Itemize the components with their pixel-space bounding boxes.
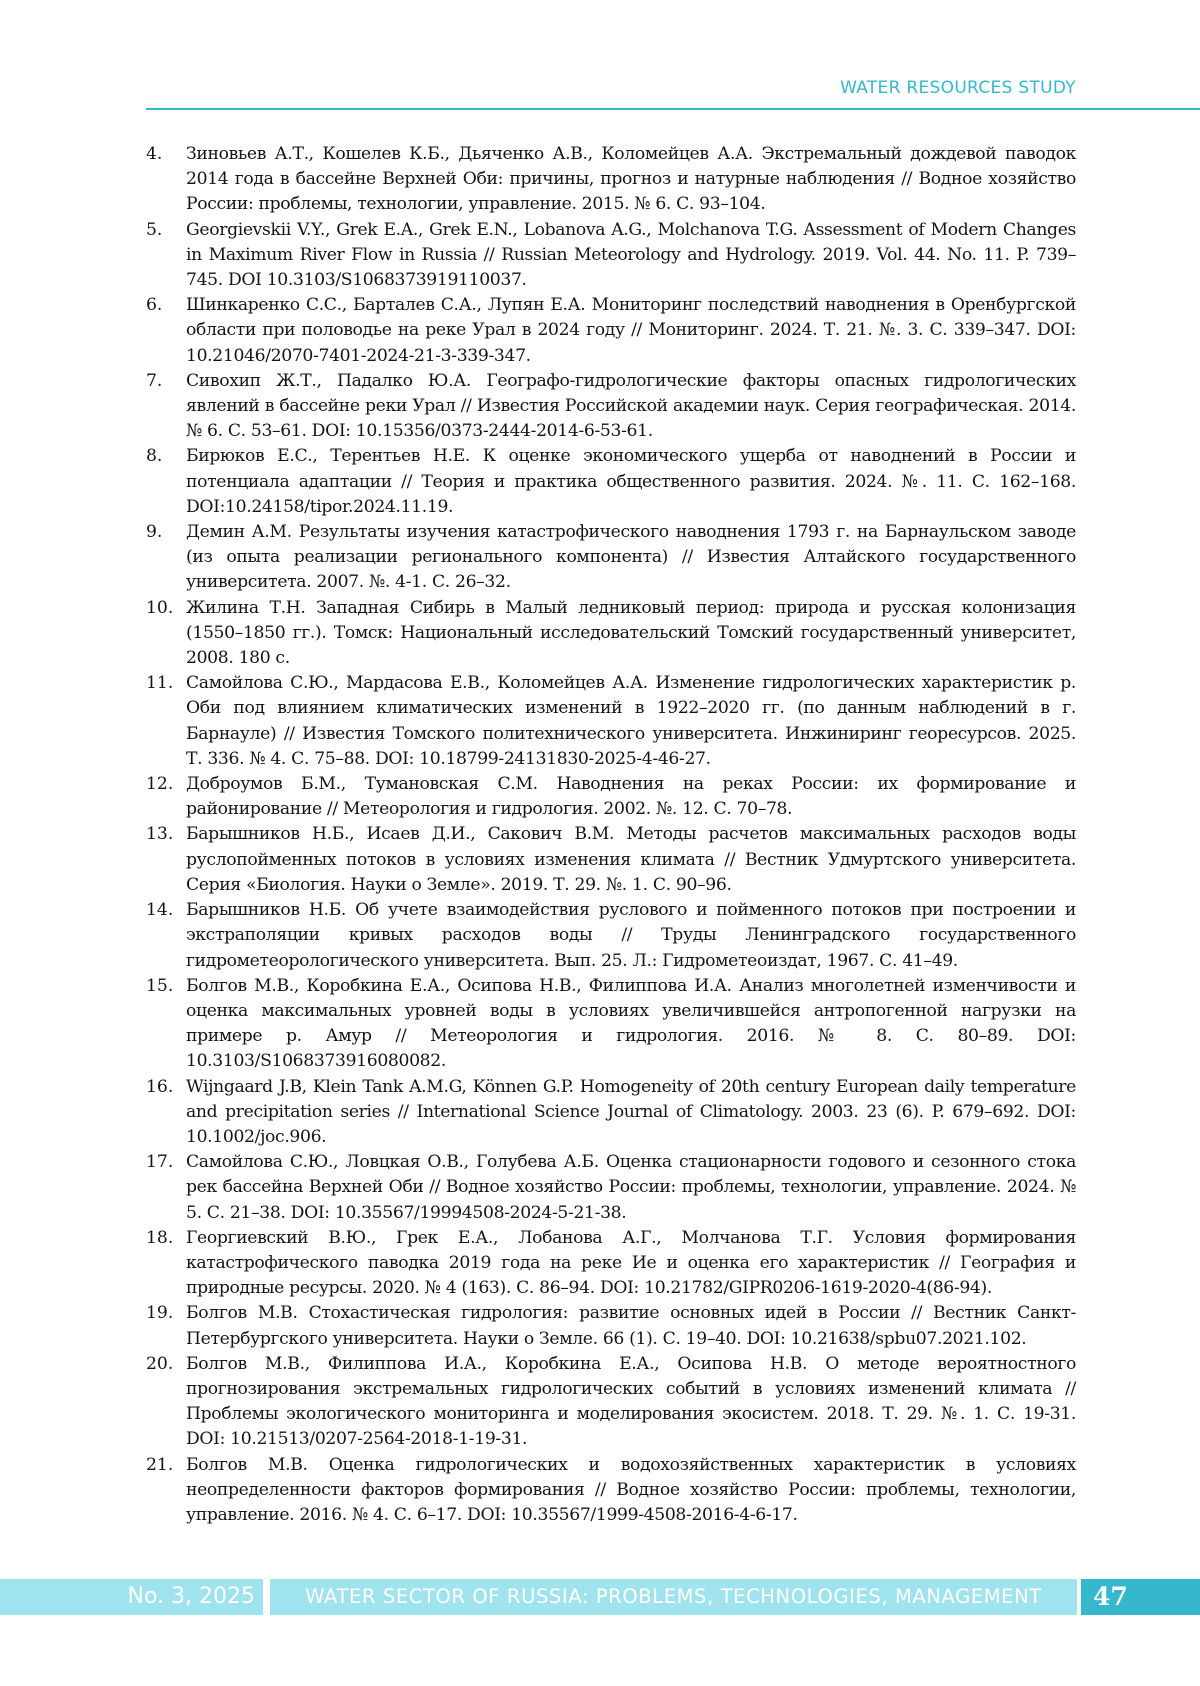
- reference-text: Самойлова С.Ю., Ловцкая О.В., Голубева А.Б. Оценка стационарности годового и сезонного стока рек бассейна Верхней Оби // Водное хозяйство России: проблемы, технологии, управление. 2024. № 5. С. 21–38. DOI: 10.35567/19994508-2024-5-21-38.: [186, 1152, 1076, 1223]
- running-header-title: WATER RESOURCES STUDY: [840, 78, 1076, 98]
- reference-number: 6.: [146, 295, 163, 316]
- reference-item: [146, 1352, 1076, 1453]
- reference-number: 18.: [146, 1227, 174, 1248]
- reference-number: 13.: [146, 824, 174, 845]
- reference-number: 11.: [146, 673, 174, 694]
- reference-item: [146, 822, 1076, 898]
- reference-number: 20.: [146, 1353, 174, 1374]
- page-footer: [0, 1579, 1200, 1615]
- reference-item: [146, 671, 1076, 772]
- reference-text: Шинкаренко С.С., Барталев С.А., Лупян Е.А. Мониторинг последствий наводнения в Оренбургской области при половодье на реке Урал в 2024 году // Мониторинг. 2024. Т. 21. №. 3. С. 339–347. DOI: 10.21046/2070-7401-2024-21-3-339-347.: [186, 295, 1076, 366]
- reference-text: Болгов М.В. Оценка гидрологических и водохозяйственных характеристик в условиях неопределенности факторов формирования // Водное хозяйство России: проблемы, технологии, управление. 2016. № 4. С. 6–17. DOI: 10.35567/1999-4508-2016-4-6-17.: [186, 1454, 1076, 1525]
- reference-number: 9.: [146, 522, 163, 543]
- reference-number: 12.: [146, 774, 174, 795]
- reference-text: Сивохип Ж.Т., Падалко Ю.А. Географо-гидрологические факторы опасных гидрологических явлений в бассейне реки Урал // Известия Российской академии наук. Серия географическая. 2014. № 6. С. 53–61. DOI: 10.15356/0373-2444-2014-6-53-61.: [186, 370, 1076, 442]
- footer-issue: No. 3, 2025: [0, 1579, 263, 1615]
- reference-item: [146, 218, 1076, 294]
- reference-text: Демин А.М. Результаты изучения катастрофического наводнения 1793 г. на Барнаульском заводе (из опыта реализации регионального компонента) // Известия Алтайского государственного университета. 2007. №. 4-1. С. 26–32.: [186, 522, 1076, 593]
- reference-item: [146, 1301, 1076, 1351]
- reference-text: Wijngaard J.B, Klein Tank A.M.G, Können G.P. Homogeneity of 20th century European daily temperature and precipitation series // International Science Journal of Climatology. 2003. 23 (6). P. 679–692. DOI: 10.1002/joc.906.: [186, 1076, 1076, 1147]
- reference-item: [146, 974, 1076, 1075]
- reference-number: 21.: [146, 1454, 174, 1475]
- reference-number: 4.: [146, 144, 163, 164]
- reference-number: 17.: [146, 1152, 174, 1173]
- reference-text: Зиновьев А.Т., Кошелев К.Б., Дьяченко А.В., Коломейцев А.А. Экстремальный дождевой паводок 2014 года в бассейне Верхней Оби: причины, прогноз и натурные наблюдения // Водное хозяйство России: проблемы, технологии, управление. 2015. № 6. С. 93–104.: [186, 144, 1076, 215]
- reference-text: Бирюков Е.С., Терентьев Н.Е. К оценке экономического ущерба от наводнений в России и потенциала адаптации // Теория и практика общественного развития. 2024. №. 11. С. 162–168. DOI:10.24158/tipor.2024.11.19.: [186, 446, 1076, 517]
- reference-item: [146, 369, 1076, 445]
- reference-number: 10.: [146, 597, 174, 618]
- reference-item: [146, 1075, 1076, 1151]
- page-number: 47: [1081, 1579, 1200, 1615]
- reference-item: [146, 444, 1076, 520]
- reference-text: Болгов М.В., Филиппова И.А., Коробкина Е.А., Осипова Н.В. О методе вероятностного прогнозирования экстремальных гидрологических событий в условиях изменений климата // Проблемы экологического мониторинга и моделирования экосистем. 2018. Т. 29. №. 1. С. 19-31. DOI: 10.21513/0207-2564-2018-1-19-31.: [186, 1353, 1076, 1450]
- reference-text: Георгиевский В.Ю., Грек Е.А., Лобанова А.Г., Молчанова Т.Г. Условия формирования катастрофического паводка 2019 года на реке Ие и оценка его характеристик // География и природные ресурсы. 2020. № 4 (163). С. 86–94. DOI: 10.21782/GIPR0206-1619-2020-4(86-94).: [186, 1227, 1076, 1299]
- reference-item: [146, 1150, 1076, 1226]
- reference-text: Georgievskii V.Y., Grek E.A., Grek E.N., Lobanova A.G., Molchanova T.G. Assessment of Modern Changes in Maximum River Flow in Russia // Russian Meteorology and Hydrology. 2019. Vol. 44. No. 11. P. 739–745. DOI 10.3103/S1068373919110037.: [186, 219, 1076, 291]
- reference-item: [146, 293, 1076, 369]
- reference-text: Барышников Н.Б. Об учете взаимодействия руслового и пойменного потоков при построении и экстраполяции кривых расходов воды // Труды Ленинградского государственного гидрометеорологического университета. Вып. 25. Л.: Гидрометеоиздат, 1967. С. 41–49.: [186, 900, 1076, 971]
- reference-item: [146, 1226, 1076, 1302]
- reference-number: 8.: [146, 446, 163, 467]
- reference-number: 16.: [146, 1076, 174, 1097]
- reference-text: Болгов М.В., Коробкина Е.А., Осипова Н.В., Филиппова И.А. Анализ многолетней изменчивости и оценка максимальных уровней воды в условиях увеличившейся антропогенной нагрузки на примере р. Амур // Метеорология и гидрология. 2016. № 8. С. 80–89. DOI: 10.3103/S1068373916080082.: [186, 975, 1076, 1072]
- reference-text: Доброумов Б.М., Тумановская С.М. Наводнения на реках России: их формирование и районирование // Метеорология и гидрология. 2002. №. 12. С. 70–78.: [186, 774, 1076, 820]
- reference-text: Барышников Н.Б., Исаев Д.И., Сакович В.М. Методы расчетов максимальных расходов воды руслопойменных потоков в условиях изменения климата // Вестник Удмуртского университета. Серия «Биология. Науки о Земле». 2019. Т. 29. №. 1. С. 90–96.: [186, 824, 1076, 895]
- reference-number: 19.: [146, 1303, 174, 1324]
- reference-text: Жилина Т.Н. Западная Сибирь в Малый ледниковый период: природа и русская колонизация (1550–1850 гг.). Томск: Национальный исследовательский Томский государственный университет, 2008. 180 с.: [186, 597, 1076, 669]
- reference-item: [146, 898, 1076, 974]
- reference-item: [146, 520, 1076, 596]
- reference-item: [146, 772, 1076, 822]
- reference-number: 14.: [146, 900, 174, 921]
- reference-number: 5.: [146, 219, 163, 240]
- reference-text: Самойлова С.Ю., Мардасова Е.В., Коломейцев А.А. Изменение гидрологических характеристик р. Оби под влиянием климатических изменений в 1922–2020 гг. (по данным наблюдений в г. Барнауле) // Известия Томского политехнического университета. Инжиниринг георесурсов. 2025. Т. 336. № 4. С. 75–88. DOI: 10.18799-24131830-2025-4-46-27.: [186, 673, 1076, 769]
- reference-number: 15.: [146, 975, 174, 996]
- reference-item: [146, 1453, 1076, 1529]
- reference-item: [146, 596, 1076, 672]
- reference-number: 7.: [146, 370, 163, 391]
- reference-text: Болгов М.В. Стохастическая гидрология: развитие основных идей в России // Вестник Санкт-Петербургского университета. Науки о Земле. 66 (1). С. 19–40. DOI: 10.21638/spbu07.2021.102.: [186, 1303, 1076, 1349]
- header-divider: [146, 108, 1200, 110]
- reference-item: [146, 142, 1076, 218]
- reference-list: [146, 142, 1076, 1528]
- footer-journal-title: WATER SECTOR OF RUSSIA: PROBLEMS, TECHNOLOGIES, MANAGEMENT: [270, 1579, 1077, 1615]
